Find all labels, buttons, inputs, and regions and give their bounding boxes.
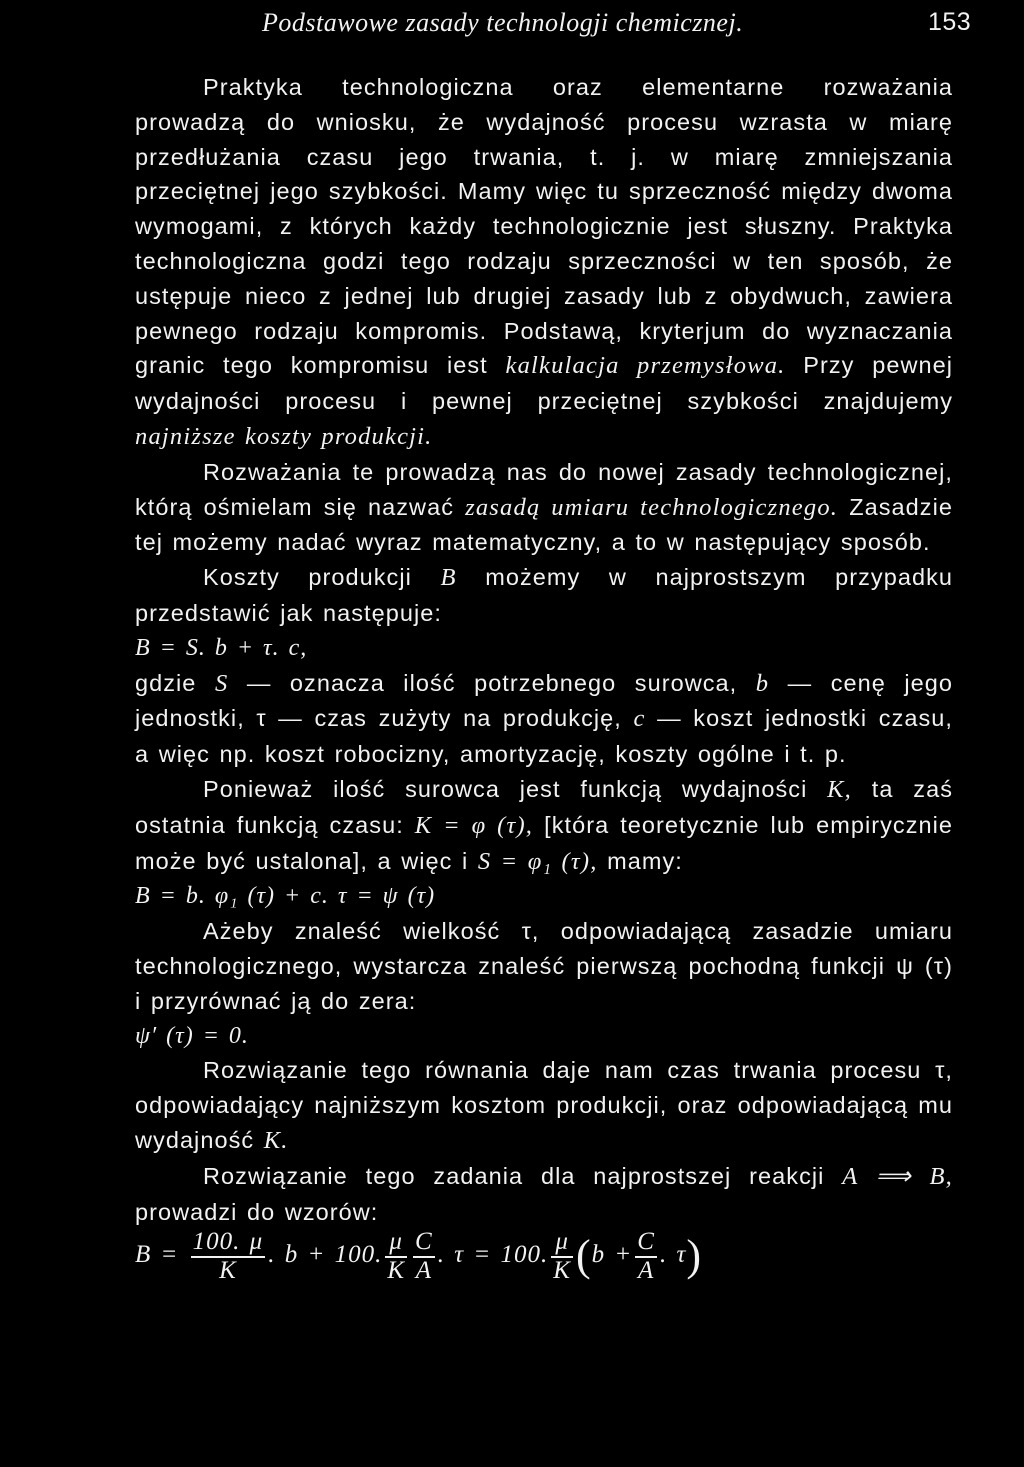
fraction: $\frac{100. \mu}{K}$ bbox=[192, 1228, 264, 1284]
running-title: Podstawowe zasady technologji chemicznej. bbox=[262, 8, 744, 37]
formula-derivative: ψ′ (τ) = 0. bbox=[135, 1022, 249, 1049]
paragraph-gdzie: gdzie S — oznacza ilość potrzebnego surowca, b — cenę jego jednostki, τ — czas zużyty na produkcję, c — koszt jednostki czasu, a więc np. koszt robocizny, amortyzację, koszty ogólne i t. p. bbox=[135, 669, 954, 768]
formula-final: B = $\frac{100. \mu}{K}$ . b + 100. $\frac{\mu}{K}$ $\frac{C}{A}$ . τ = 100. $\frac{\mu}{K}$ (b + $\frac{C}{A}$ . τ) bbox=[135, 1228, 703, 1284]
paragraph-azeby: Ażeby znaleść wielkość τ, odpowiadającą zasadzie umiaru technologicznego, wystarcza znaleść pierwszą pochodną funkcji ψ (τ) i przyrównać ją do zera: bbox=[135, 918, 953, 1014]
body-text bbox=[135, 70, 953, 1284]
formula-cost: B = S. b + τ. c, bbox=[135, 634, 308, 661]
paragraph-rozwiazanie-rownania: Rozwiązanie tego równania daje nam czas trwania procesu τ, odpowiadający najniższym kosztom produkcji, oraz odpowiadającą mu wydajność K. bbox=[135, 1057, 953, 1154]
emphasis-zasada-umiaru: zasadą umiaru technologicznego. bbox=[465, 493, 839, 521]
paragraph-koszty-produkcji: Koszty produkcji B możemy w najprostszym przypadku przedstawić jak następuje: bbox=[135, 564, 953, 626]
fraction: $\frac{C}{A}$ bbox=[637, 1228, 655, 1284]
paren-close: ) bbox=[686, 1231, 703, 1281]
paren-open: ( bbox=[575, 1231, 592, 1281]
formula-psi: B = b. φ₁ (τ) + c. τ = ψ (τ) bbox=[135, 883, 436, 910]
fraction: $\frac{\mu}{K}$ bbox=[387, 1228, 406, 1284]
reaction-arrow: A ⟹ B, bbox=[842, 1162, 953, 1190]
paragraph-rozwiazanie-zadania: Rozwiązanie tego zadania dla najprostszej reakcji A ⟹ B, prowadzi do wzorów: bbox=[135, 1162, 953, 1225]
emphasis-najnizsze-koszty: najniższe koszty produkcji. bbox=[135, 422, 433, 450]
page-header bbox=[0, 4, 1024, 44]
emphasis-kalkulacja: kalkulacja przemysłowa. bbox=[505, 352, 786, 380]
fraction: $\frac{\mu}{K}$ bbox=[553, 1228, 571, 1284]
paragraph-kompromis: Praktyka technologiczna oraz elementarne rozważania prowadzą do wniosku, że wydajność procesu wzrasta w miarę przedłużania czasu jego trwania, t. j. w miarę zmniejszania przeciętnej jego szybkości. Mamy więc tu sprzeczność między dwoma wymogami, z których każdy technologicznie jest słuszny. Praktyka technologiczna godzi tego rodzaju sprzeczności w ten sposób, że ustępuje nieco z jednej lub drugiej zasady lub z obydwuch, zawiera pewnego rodzaju kompromis. Podstawą, kryterjum do wyznaczania granic tego kompromisu iest kalkulacja przemysłowa. Przy pewnej wydajności procesu i pewnej przeciętnej szybkości znajdujemy najniższe koszty produkcji. bbox=[135, 74, 953, 450]
paragraph-poniewaz: Ponieważ ilość surowca jest funkcją wydajności K, ta zaś ostatnia funkcją czasu: K = φ (τ), [która teoretycznie lub empirycznie może być ustalona], a więc i S = φ₁ (τ), mamy: bbox=[135, 775, 954, 875]
page-number: 153 bbox=[928, 8, 972, 36]
paragraph-zasada-umiaru: Rozważania te prowadzą nas do nowej zasady technologicznej, którą ośmielam się nazwać zasadą umiaru technologicznego. Zasadzie tej możemy nadać wyraz matematyczny, a to w następujący sposób. bbox=[135, 458, 953, 556]
fraction: $\frac{C}{A}$ bbox=[415, 1228, 433, 1284]
